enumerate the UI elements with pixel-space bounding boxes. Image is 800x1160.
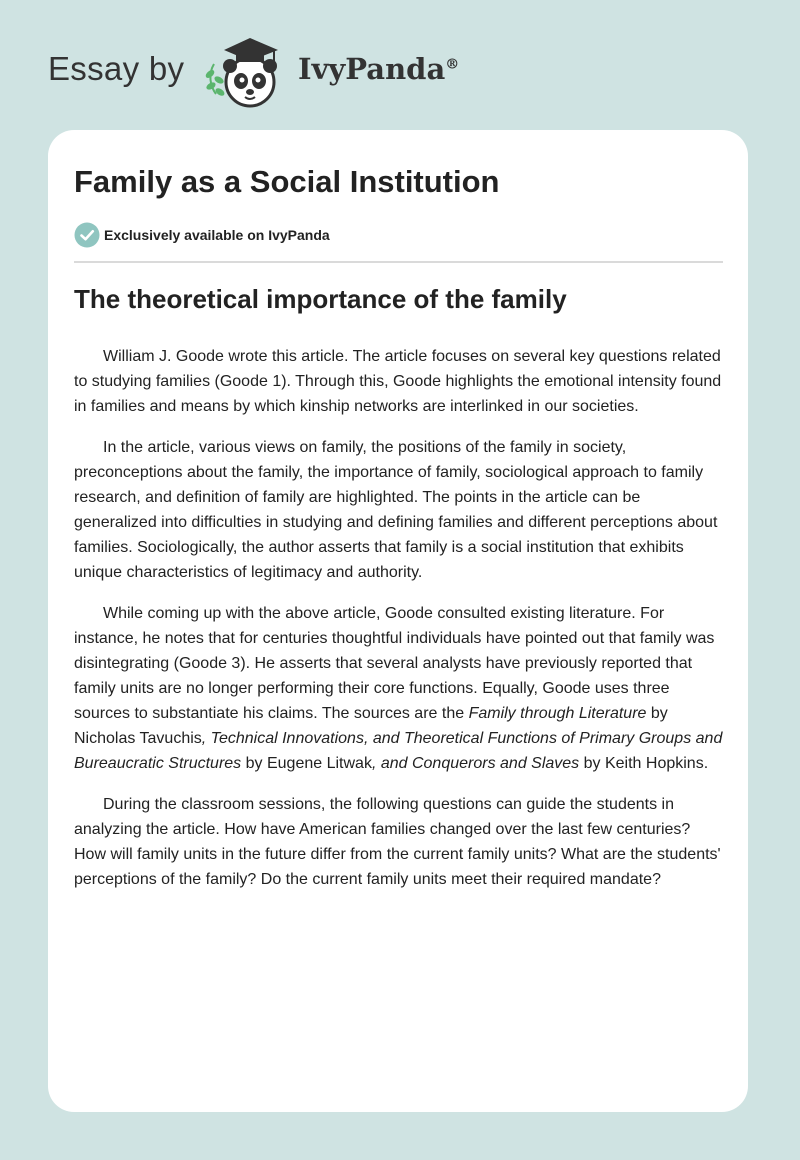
article-body xyxy=(74,344,724,908)
badge-label: Exclusively available on IvyPanda xyxy=(104,227,330,243)
paragraph: William J. Goode wrote this article. The article focuses on several key questions related to studying families (Goode 1). Through this, Goode highlights the emotional intensity found in families and means by which kinship networks are interlinked in our societies. xyxy=(74,348,722,415)
essay-by-label: Essay by xyxy=(48,50,185,87)
panda-graduate-icon xyxy=(200,34,292,110)
exclusive-badge xyxy=(74,222,330,248)
paragraph: In the article, various views on family, the positions of the family in society, preconceptions about the family, the importance of family, sociological approach to family research, and definition of family are highlighted. The points in the article can be generalized into difficulties in studying and defining families and different perceptions about families. Sociologically, the author asserts that family is a social institution that exhibits unique characteristics of legitimacy and authority. xyxy=(74,439,718,581)
divider xyxy=(74,261,723,263)
site-header xyxy=(0,0,800,130)
section-heading: The theoretical importance of the family xyxy=(74,284,567,314)
paragraph: During the classroom sessions, the following questions can guide the students in analyzing the article. How have American families changed over the last few centuries? How will family units in the future differ from the current family units? What are the students' perceptions of the family? Do the current family units meet their required mandate? xyxy=(74,796,721,888)
page-title: Family as a Social Institution xyxy=(74,164,500,199)
check-circle-icon xyxy=(74,222,100,248)
essay-card xyxy=(48,130,748,1112)
paragraph: While coming up with the above article, Goode consulted existing literature. For instance, he notes that for centuries thoughtful individuals have pointed out that family was disintegrating (Goode 3). He asserts that several analysts have previously reported that family units are no longer performing their core functions. Equally, Goode uses three sources to substantiate his claims. The sources are the Family through Literature by Nicholas Tavuchis, Technical Innovations, and Theoretical Functions of Primary Groups and Bureaucratic Structures by Eugene Litwak, and Conquerors and Slaves by Keith Hopkins. xyxy=(74,605,723,772)
brand-name: IvyPanda® xyxy=(298,52,460,86)
